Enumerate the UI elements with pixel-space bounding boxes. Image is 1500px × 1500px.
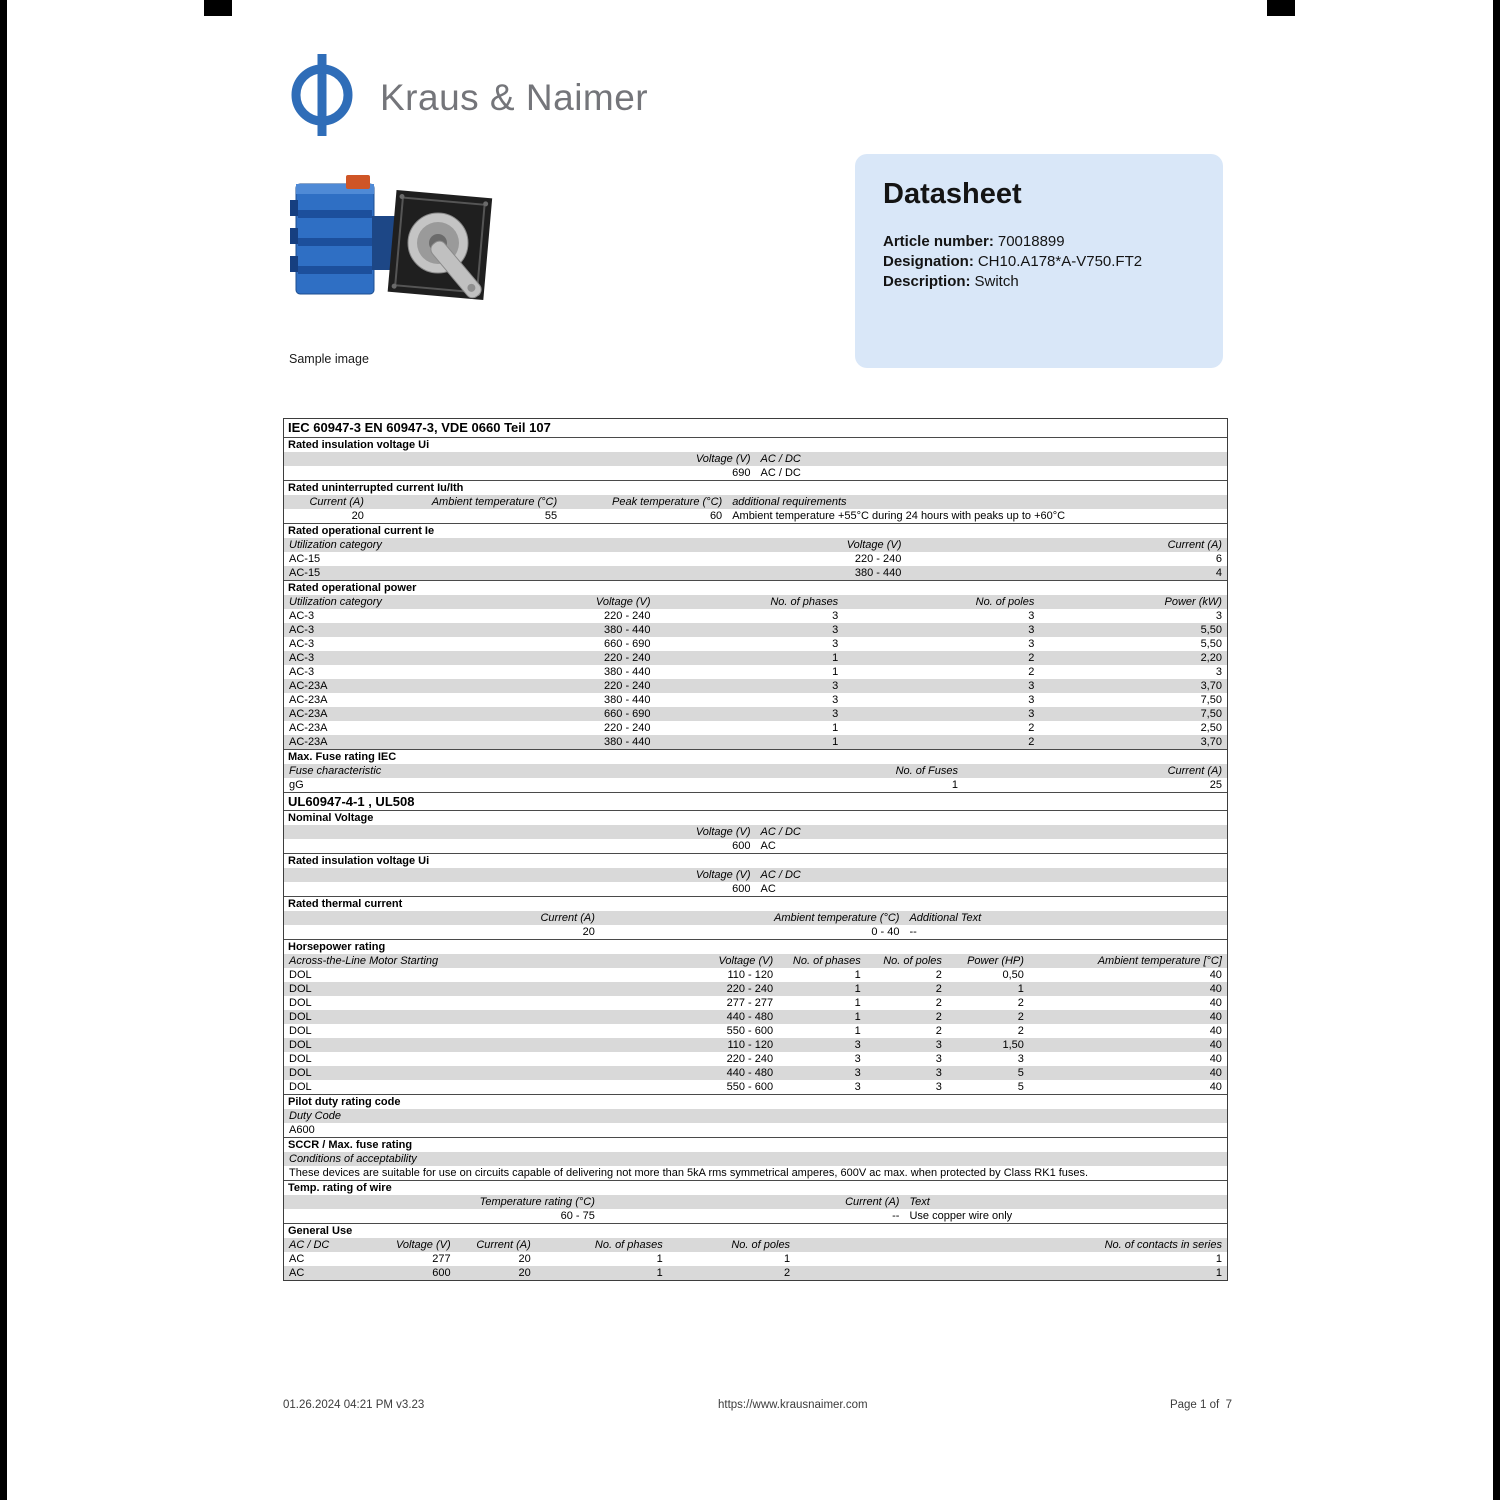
table-cell: 40 — [1209, 969, 1222, 981]
table-cell: No. of phases — [792, 955, 861, 967]
table-cell: AC-23A — [289, 708, 328, 720]
section-title: Pilot duty rating code — [284, 1094, 1227, 1109]
table-cell: Voltage (V) — [695, 453, 751, 465]
table-row — [284, 1052, 1227, 1066]
table-cell: 2 — [1028, 652, 1035, 664]
table-cell: 3 — [832, 708, 839, 720]
footer-url[interactable]: https://www.krausnaimer.com — [718, 1399, 868, 1411]
table-cell: 3 — [935, 1067, 942, 1079]
table-cell: 1 — [951, 779, 958, 791]
table-cell: 3 — [1028, 680, 1035, 692]
table-cell: 3 — [1028, 610, 1035, 622]
table-row — [284, 609, 1227, 623]
table-cell: AC-3 — [289, 666, 315, 678]
table-cell: 3 — [1215, 610, 1222, 622]
table-cell: 3 — [1028, 638, 1035, 650]
table-cell: AC-3 — [289, 638, 315, 650]
section-title: Nominal Voltage — [284, 810, 1227, 825]
description-line — [883, 272, 1195, 292]
section-title: Rated thermal current — [284, 896, 1227, 911]
table-cell: 1 — [783, 1253, 791, 1265]
table-cell: 0 - 40 — [871, 926, 900, 938]
panel-title: Datasheet — [883, 178, 1022, 210]
table-cell: 2 — [935, 1025, 942, 1037]
table-cell: Peak temperature (°C) — [612, 496, 723, 508]
section-title: SCCR / Max. fuse rating — [284, 1137, 1227, 1152]
brand-logo — [286, 52, 648, 138]
table-cell: 277 — [432, 1253, 451, 1265]
designation-label: Designation: — [883, 253, 974, 270]
table-cell: Current (A) — [309, 496, 364, 508]
table-row — [284, 1024, 1227, 1038]
table-cell: 1 — [854, 1025, 861, 1037]
table-cell: AC-15 — [289, 553, 321, 565]
description-value: Switch — [974, 273, 1019, 290]
table-cell: 380 - 440 — [604, 694, 651, 706]
table-row — [284, 721, 1227, 735]
table-row — [284, 665, 1227, 679]
switch-body — [290, 175, 398, 294]
table-cell: 660 - 690 — [604, 638, 651, 650]
table-cell: 20 — [518, 1267, 531, 1279]
table-cell: DOL — [289, 1053, 312, 1065]
table-header-row — [284, 868, 1227, 882]
section-title: Rated uninterrupted current Iu/Ith — [284, 480, 1227, 495]
table-cell: 1 — [854, 997, 861, 1009]
table-cell: 3 — [854, 1081, 861, 1093]
scan-artifact-left-bar — [0, 0, 7, 1500]
table-cell: DOL — [289, 1025, 312, 1037]
table-cell: 2 — [935, 997, 942, 1009]
table-cell: 220 - 240 — [726, 1053, 774, 1065]
table-cell: 660 - 690 — [604, 708, 651, 720]
table-cell: Ambient temperature [°C] — [1097, 955, 1222, 967]
table-cell: Ambient temperature (°C) — [431, 496, 558, 508]
section-title: Horsepower rating — [284, 939, 1227, 954]
table-cell: 3 — [854, 1053, 861, 1065]
section-title: IEC 60947-3 EN 60947-3, VDE 0660 Teil 107 — [288, 420, 551, 435]
table-cell: 1 — [1215, 1253, 1222, 1265]
table-row — [284, 839, 1227, 853]
table-cell: -- — [909, 926, 917, 938]
table-cell: 7,50 — [1200, 694, 1222, 706]
table-header-row — [284, 764, 1227, 778]
section-title: Rated operational power — [284, 580, 1227, 595]
table-cell: 2,20 — [1200, 652, 1222, 664]
table-header-row — [284, 825, 1227, 839]
table-cell: 40 — [1209, 1025, 1222, 1037]
table-cell: 3 — [1028, 694, 1035, 706]
table-header-row — [284, 1238, 1227, 1252]
section-title: UL60947-4-1 , UL508 — [284, 792, 1227, 810]
table-cell: Additional Text — [909, 912, 982, 924]
table-cell: Fuse characteristic — [289, 765, 382, 777]
table-cell: Voltage (V) — [595, 596, 651, 608]
table-cell: Current (A) — [1167, 765, 1222, 777]
table-cell: No. of poles — [975, 596, 1035, 608]
table-cell: Voltage (V) — [695, 826, 751, 838]
table-cell: 690 — [732, 467, 751, 479]
table-cell: 2 — [935, 1011, 942, 1023]
table-cell: Ambient temperature +55°C during 24 hours with peaks up to +60°C — [732, 510, 1066, 522]
table-cell: Current (A) — [540, 912, 595, 924]
table-cell: 4 — [1215, 567, 1222, 579]
table-cell: AC — [289, 1267, 305, 1279]
table-cell: 40 — [1209, 1011, 1222, 1023]
table-cell: 440 - 480 — [726, 1067, 774, 1079]
table-row — [284, 996, 1227, 1010]
table-cell: DOL — [289, 1081, 312, 1093]
table-cell: 2 — [1017, 997, 1024, 1009]
table-cell: AC — [289, 1253, 305, 1265]
table-cell: DOL — [289, 969, 312, 981]
scan-artifact-top-left — [204, 0, 232, 16]
table-cell: Voltage (V) — [395, 1239, 451, 1251]
table-cell: AC-3 — [289, 652, 315, 664]
datasheet-panel — [855, 154, 1223, 368]
table-header-row — [284, 495, 1227, 509]
table-cell: AC-23A — [289, 694, 328, 706]
table-cell: 20 — [351, 510, 364, 522]
table-cell: DOL — [289, 1067, 312, 1079]
table-cell: 3 — [832, 694, 839, 706]
table-cell: 55 — [544, 510, 558, 522]
footer-page-number: Page 1 of 7 — [1169, 1399, 1232, 1411]
table-header-row — [284, 595, 1227, 609]
phi-logo-icon — [286, 52, 358, 138]
table-cell: AC-23A — [289, 680, 328, 692]
table-cell: 220 - 240 — [604, 610, 651, 622]
table-cell: 277 - 277 — [726, 997, 774, 1009]
table-cell: Utilization category — [289, 596, 382, 608]
table-cell: AC / DC — [760, 869, 801, 881]
table-cell: 600 — [732, 883, 751, 895]
table-cell: These devices are suitable for use on circuits capable of delivering not more than 5kA rms symmetrical amperes, 600V ac max. when protected by Class RK1 fuses. — [289, 1167, 1089, 1179]
sample-image-caption: Sample image — [289, 352, 369, 366]
table-cell: Use copper wire only — [909, 1210, 1013, 1222]
table-cell: 60 - 75 — [560, 1210, 595, 1222]
table-cell: 40 — [1209, 1039, 1222, 1051]
table-cell: 110 - 120 — [727, 969, 774, 981]
table-cell: 5,50 — [1200, 638, 1222, 650]
table-cell: 3 — [854, 1039, 861, 1051]
article-number-label: Article number: — [883, 233, 994, 250]
table-cell: No. of phases — [594, 1239, 663, 1251]
table-cell: AC — [760, 883, 776, 895]
table-cell: AC / DC — [760, 453, 801, 465]
table-cell: Current (A) — [476, 1239, 531, 1251]
table-row — [284, 1209, 1227, 1223]
table-cell: AC-3 — [289, 624, 315, 636]
table-row — [284, 552, 1227, 566]
table-cell: 5 — [1017, 1081, 1024, 1093]
table-row — [284, 778, 1227, 792]
table-cell: 3 — [1028, 708, 1035, 720]
table-cell: 20 — [518, 1253, 531, 1265]
table-cell: 3 — [832, 680, 839, 692]
table-cell: Temperature rating (°C) — [479, 1196, 595, 1208]
table-row — [284, 735, 1227, 749]
table-row — [284, 637, 1227, 651]
table-row — [284, 1066, 1227, 1080]
table-cell: AC / DC — [760, 467, 801, 479]
table-cell: AC-15 — [289, 567, 321, 579]
table-cell: 220 - 240 — [726, 983, 774, 995]
section-title: Rated insulation voltage Ui — [284, 437, 1227, 452]
table-cell: DOL — [289, 983, 312, 995]
table-cell: 3 — [832, 610, 839, 622]
table-cell: DOL — [289, 1011, 312, 1023]
table-cell: Voltage (V) — [846, 539, 902, 551]
table-cell: 220 - 240 — [604, 680, 651, 692]
table-cell: 1 — [854, 1011, 861, 1023]
table-cell: Ambient temperature (°C) — [774, 912, 900, 924]
table-cell: Current (A) — [845, 1196, 900, 1208]
table-cell: 0,50 — [1002, 969, 1024, 981]
table-cell: 3 — [1028, 624, 1035, 636]
table-cell: 3,70 — [1200, 736, 1222, 748]
scan-artifact-top-right — [1267, 0, 1295, 16]
table-cell: 220 - 240 — [604, 722, 651, 734]
table-row — [284, 1166, 1227, 1180]
table-row — [284, 982, 1227, 996]
table-cell: 1 — [832, 722, 839, 734]
table-cell: A600 — [289, 1124, 315, 1136]
table-row — [284, 1010, 1227, 1024]
table-row — [284, 1123, 1227, 1137]
table-cell: 2,50 — [1200, 722, 1222, 734]
table-cell: No. of contacts in series — [1104, 1239, 1222, 1251]
table-cell: 40 — [1209, 1053, 1222, 1065]
table-cell: Voltage (V) — [695, 869, 751, 881]
table-cell: Across-the-Line Motor Starting — [289, 955, 439, 967]
table-cell: DOL — [289, 1039, 312, 1051]
table-row — [284, 1080, 1227, 1094]
table-cell: 1 — [832, 736, 839, 748]
table-cell: AC / DC — [289, 1239, 330, 1251]
table-cell: gG — [289, 779, 304, 791]
panel-info — [883, 232, 1195, 292]
table-cell: AC / DC — [760, 826, 801, 838]
table-row — [284, 1266, 1227, 1280]
table-cell: 5,50 — [1200, 624, 1222, 636]
table-cell: 3 — [832, 624, 839, 636]
table-cell: 1 — [1017, 983, 1024, 995]
table-cell: AC — [760, 840, 776, 852]
table-row — [284, 679, 1227, 693]
table-header-row — [284, 911, 1227, 925]
table-cell: 550 - 600 — [726, 1081, 774, 1093]
scan-artifact-right-bar — [1493, 0, 1500, 1500]
table-cell: 1,50 — [1002, 1039, 1024, 1051]
table-cell: 380 - 440 — [854, 567, 902, 579]
table-cell: Utilization category — [289, 539, 382, 551]
table-row — [284, 882, 1227, 896]
table-cell: 550 - 600 — [726, 1025, 774, 1037]
article-number-value: 70018899 — [997, 233, 1065, 250]
table-cell: 3 — [854, 1067, 861, 1079]
table-cell: 40 — [1209, 983, 1222, 995]
table-row — [284, 509, 1227, 523]
table-cell: 1 — [1215, 1267, 1222, 1279]
table-header-row — [284, 452, 1227, 466]
table-cell: 1 — [656, 1253, 663, 1265]
table-cell: No. of phases — [770, 596, 839, 608]
table-row — [284, 693, 1227, 707]
table-row — [284, 566, 1227, 580]
table-row — [284, 466, 1227, 480]
table-cell: 2 — [1028, 666, 1035, 678]
table-cell: 2 — [1017, 1011, 1024, 1023]
table-cell: 600 — [732, 840, 751, 852]
table-cell: AC-23A — [289, 722, 328, 734]
table-cell: 220 - 240 — [854, 553, 902, 565]
table-header-row — [284, 538, 1227, 552]
table-cell: 25 — [1209, 779, 1222, 791]
table-cell: 380 - 440 — [604, 666, 651, 678]
table-row — [284, 1038, 1227, 1052]
description-label: Description: — [883, 273, 971, 290]
table-cell: 6 — [1215, 553, 1222, 565]
table-cell: 20 — [582, 926, 595, 938]
table-cell: 2 — [935, 983, 942, 995]
table-cell: 110 - 120 — [727, 1039, 774, 1051]
table-row — [284, 925, 1227, 939]
table-cell: 2 — [935, 969, 942, 981]
table-header-row — [284, 1152, 1227, 1166]
table-cell: 1 — [854, 969, 861, 981]
table-cell: 7,50 — [1200, 708, 1222, 720]
article-number-line — [883, 232, 1195, 252]
table-cell: 1 — [832, 652, 839, 664]
brand-name: Kraus & Naimer — [380, 77, 649, 118]
table-cell: 40 — [1209, 1081, 1222, 1093]
table-row — [284, 651, 1227, 665]
designation-value: CH10.A178*A-V750.FT2 — [977, 253, 1143, 270]
table-header-row — [284, 1195, 1227, 1209]
table-cell: 40 — [1209, 1067, 1222, 1079]
table-cell: 380 - 440 — [604, 624, 651, 636]
table-cell: Power (kW) — [1164, 596, 1222, 608]
table-cell: Conditions of acceptability — [289, 1153, 417, 1165]
table-row — [284, 707, 1227, 721]
table-cell: Text — [909, 1196, 930, 1208]
table-cell: 3 — [935, 1081, 942, 1093]
table-cell: additional requirements — [732, 496, 847, 508]
table-cell: 3,70 — [1200, 680, 1222, 692]
table-cell: AC-23A — [289, 736, 328, 748]
section-title: Rated insulation voltage Ui — [284, 853, 1227, 868]
table-cell: 2 — [1028, 722, 1035, 734]
table-cell: No. of Fuses — [895, 765, 958, 777]
table-cell: Current (A) — [1167, 539, 1222, 551]
table-cell: 2 — [1028, 736, 1035, 748]
table-cell: 1 — [854, 983, 861, 995]
footer-timestamp: 01.26.2024 04:21 PM v3.23 — [283, 1399, 425, 1411]
table-cell: -- — [892, 1210, 900, 1222]
table-cell: 2 — [1017, 1025, 1024, 1037]
table-cell: 3 — [1017, 1053, 1024, 1065]
table-cell: 1 — [832, 666, 839, 678]
table-cell: DOL — [289, 997, 312, 1009]
table-cell: 600 — [432, 1267, 451, 1279]
table-cell: Duty Code — [289, 1110, 341, 1122]
table-cell: 2 — [783, 1267, 791, 1279]
table-cell: 1 — [656, 1267, 663, 1279]
table-row — [284, 1252, 1227, 1266]
table-cell: 220 - 240 — [604, 652, 651, 664]
table-cell: Voltage (V) — [718, 955, 774, 967]
section-title: General Use — [284, 1223, 1227, 1238]
table-cell: 40 — [1209, 997, 1222, 1009]
table-cell: 60 — [709, 510, 723, 522]
section-title: Max. Fuse rating IEC — [284, 749, 1227, 764]
table-row — [284, 968, 1227, 982]
table-cell: 380 - 440 — [604, 736, 651, 748]
table-cell: 3 — [1215, 666, 1222, 678]
section-title: Rated operational current Ie — [284, 523, 1227, 538]
table-header-row — [284, 1109, 1227, 1123]
table-row — [284, 623, 1227, 637]
designation-line — [883, 252, 1195, 272]
table-cell: No. of poles — [883, 955, 942, 967]
table-cell: 3 — [832, 638, 839, 650]
table-cell: Power (HP) — [967, 955, 1024, 967]
product-image — [288, 170, 498, 345]
table-cell: 5 — [1017, 1067, 1024, 1079]
table-cell: No. of poles — [731, 1239, 791, 1251]
spec-table — [283, 418, 1228, 1281]
table-header-row — [284, 954, 1227, 968]
table-cell: 3 — [935, 1039, 942, 1051]
table-cell: 3 — [935, 1053, 942, 1065]
section-title: Temp. rating of wire — [284, 1180, 1227, 1195]
table-cell: 440 - 480 — [726, 1011, 774, 1023]
table-cell: AC-3 — [289, 610, 315, 622]
